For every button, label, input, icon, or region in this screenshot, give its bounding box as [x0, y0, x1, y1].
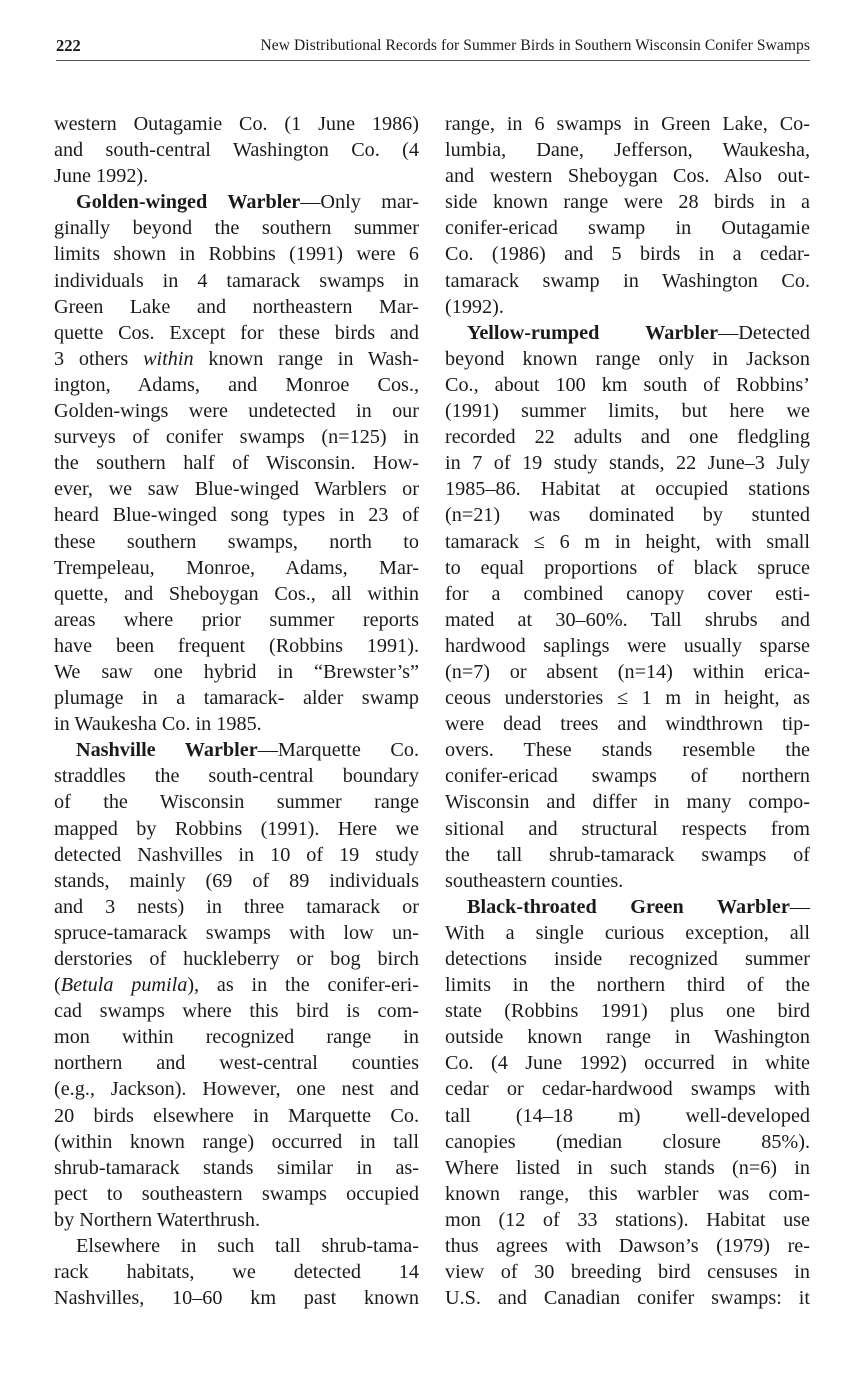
line-text: We saw one hybrid in “Brewster’s” [54, 660, 419, 683]
text-line [54, 1181, 419, 1207]
line-text: conifer-ericad swamp in Outagamie [445, 217, 810, 240]
line-text: mon (12 of 33 stations). Habitat use [445, 1208, 810, 1231]
line-text: known range, this warbler was com- [445, 1182, 810, 1205]
line-text: to equal proportions of black spruce [445, 556, 810, 579]
text-line [54, 1233, 419, 1259]
line-text: cedar or cedar-hardwood swamps with [445, 1078, 810, 1101]
line-text: and south-central Washington Co. (4 [54, 139, 419, 162]
line-text: ginally beyond the southern summer [54, 217, 419, 240]
line-text: Where listed in such stands (n=6) in [445, 1156, 810, 1179]
text-line [54, 450, 419, 476]
text-line [445, 972, 810, 998]
page-number: 222 [56, 36, 81, 55]
line-text: and western Sheboygan Cos. Also out- [445, 165, 810, 188]
species-heading: Nashville Warbler [76, 739, 258, 762]
line-text: (n=21) was dominated by stunted [445, 504, 810, 527]
text-line [54, 268, 419, 294]
section-heading-line [54, 737, 419, 763]
line-text: (e.g., Jackson). However, one nest and [54, 1078, 419, 1101]
text-line [445, 1181, 810, 1207]
line-text: northern and west-central counties [54, 1052, 419, 1075]
line-text: western Outagamie Co. (1 June 1986) [54, 113, 419, 135]
text-line [54, 816, 419, 842]
text-line [445, 1129, 810, 1155]
line-text: detections inside recognized summer [445, 948, 810, 970]
text-line [54, 137, 419, 163]
line-text: overs. These stands resemble the [445, 739, 810, 762]
line-text: derstories of huckleberry or bog birch [54, 948, 419, 970]
text-line [445, 581, 810, 607]
line-text: June 1992). [54, 165, 149, 188]
line-text: tall (14–18 m) well-developed [445, 1104, 810, 1127]
line-text: mated at 30–60%. Tall shrubs and [445, 608, 810, 631]
line-text: areas where prior summer reports [54, 608, 419, 631]
text-line [54, 972, 419, 998]
line-text: state (Robbins 1991) plus one bird [445, 1000, 810, 1023]
line-text: —Detected [718, 321, 810, 344]
text-line [445, 1155, 810, 1181]
text-line [445, 1285, 810, 1311]
line-text: cad swamps where this bird is com- [54, 1000, 419, 1023]
text-line [54, 607, 419, 633]
line-text: recorded 22 adults and one fledgling [445, 426, 810, 449]
line-text: of the Wisconsin summer range [54, 791, 419, 814]
text-line [445, 763, 810, 789]
line-text: ington, Adams, and Monroe Cos., [54, 373, 419, 396]
text-line [445, 737, 810, 763]
line-text: heard Blue-winged song types in 23 of [54, 504, 419, 527]
line-text: (n=7) or absent (n=14) within erica- [445, 660, 810, 683]
line-text: for a combined canopy cover esti- [445, 582, 810, 605]
line-text: —Marquette Co. [257, 739, 419, 762]
italic-text: Betula pumila [60, 974, 188, 997]
section-heading-line [54, 189, 419, 215]
line-text: quette, and Sheboygan Cos., all within [54, 582, 419, 605]
line-text: mapped by Robbins (1991). Here we [54, 817, 419, 840]
text-line [445, 268, 810, 294]
line-text: plumage in a tamarack- alder swamp [54, 687, 419, 710]
text-line [54, 659, 419, 685]
text-line [445, 189, 810, 215]
line-text: limits shown in Robbins (1991) were 6 [54, 243, 419, 266]
line-text: side known range were 28 birds in a [445, 191, 810, 214]
line-text: in 7 of 19 study stands, 22 June–3 July [445, 452, 810, 475]
text-line [54, 241, 419, 267]
text-line [445, 1024, 810, 1050]
text-line [445, 215, 810, 241]
line-text: (1992). [445, 295, 504, 318]
text-line [54, 372, 419, 398]
text-line [445, 607, 810, 633]
text-line [54, 424, 419, 450]
line-text: beyond known range only in Jackson [445, 347, 810, 370]
line-text: 3 others [54, 347, 144, 370]
text-line [445, 294, 810, 320]
text-line [445, 1259, 810, 1285]
text-line [54, 529, 419, 555]
running-header [56, 34, 810, 61]
species-heading: Yellow-rumped Warbler [467, 321, 719, 344]
text-line [54, 685, 419, 711]
line-text: ceous understories ≤ 1 m in height, as [445, 687, 810, 710]
text-line [445, 633, 810, 659]
text-line [445, 137, 810, 163]
line-text: Nashvilles, 10–60 km past known [54, 1287, 419, 1310]
line-text: — [789, 895, 810, 918]
text-line [54, 998, 419, 1024]
text-line [54, 920, 419, 946]
text-line [54, 398, 419, 424]
text-line [54, 1076, 419, 1102]
section-heading-line [445, 320, 810, 346]
text-line [445, 555, 810, 581]
text-line [54, 789, 419, 815]
text-line [54, 111, 419, 137]
text-line [445, 659, 810, 685]
line-text: (within known range) occurred in tall [54, 1130, 419, 1153]
line-text: tamarack swamp in Washington Co. [445, 269, 810, 292]
text-line [445, 1076, 810, 1102]
text-line [54, 1155, 419, 1181]
line-text-continued: ), as in the conifer-eri- [187, 974, 419, 997]
text-line [445, 476, 810, 502]
text-line [54, 215, 419, 241]
text-line [54, 633, 419, 659]
text-line [445, 816, 810, 842]
line-text: tamarack ≤ 6 m in height, with small [445, 530, 810, 553]
text-line [445, 163, 810, 189]
text-line [445, 920, 810, 946]
line-text: stands, mainly (69 of 89 individuals [54, 869, 419, 892]
text-line [445, 685, 810, 711]
text-line [54, 1050, 419, 1076]
species-heading: Black-throated Green Warbler [467, 895, 790, 918]
text-line [54, 555, 419, 581]
text-line [54, 711, 419, 737]
line-text: outside known range in Washington [445, 1026, 810, 1049]
text-line [54, 894, 419, 920]
text-line [445, 1050, 810, 1076]
text-line [445, 1207, 810, 1233]
line-text: these southern swamps, north to [54, 530, 419, 553]
line-text: pect to southeastern swamps occupied [54, 1182, 419, 1205]
text-line [54, 1129, 419, 1155]
text-line [54, 1103, 419, 1129]
line-text: (1991) summer limits, but here we [445, 400, 810, 423]
line-text: Green Lake and northeastern Mar- [54, 295, 419, 318]
line-text: have been frequent (Robbins 1991). [54, 634, 419, 657]
italic-text: within [143, 347, 194, 370]
text-line [54, 842, 419, 868]
text-line [54, 581, 419, 607]
line-text: the tall shrub-tamarack swamps of [445, 843, 810, 866]
text-line [445, 789, 810, 815]
line-text: detected Nashvilles in 10 of 19 study [54, 843, 419, 866]
line-text: —Only mar- [300, 191, 419, 214]
text-line [445, 111, 810, 137]
line-text: hardwood saplings were usually sparse [445, 634, 810, 657]
line-text: rack habitats, we detected 14 [54, 1261, 419, 1284]
left-text-column [54, 111, 419, 1311]
running-head-title: New Distributional Records for Summer Birds in Southern Wisconsin Conifer Swamps [260, 37, 810, 54]
line-text: Co. (4 June 1992) occurred in white [445, 1052, 810, 1075]
line-text: Co. (1986) and 5 birds in a cedar- [445, 243, 810, 266]
text-line [445, 372, 810, 398]
line-text: thus agrees with Dawson’s (1979) re- [445, 1235, 810, 1258]
text-line [54, 946, 419, 972]
text-line [445, 842, 810, 868]
text-line [445, 1103, 810, 1129]
text-line [54, 1285, 419, 1311]
text-line [445, 1233, 810, 1259]
line-text: ( [54, 974, 61, 997]
line-text: individuals in 4 tamarack swamps in [54, 269, 419, 292]
text-line [54, 163, 419, 189]
line-text: quette Cos. Except for these birds and [54, 321, 419, 344]
line-text: in Waukesha Co. in 1985. [54, 713, 262, 736]
line-text: canopies (median closure 85%). [445, 1130, 810, 1153]
line-text: 1985–86. Habitat at occupied stations [445, 478, 810, 501]
line-text: shrub-tamarack stands similar in as- [54, 1156, 419, 1179]
line-text: Elsewhere in such tall shrub-tama- [76, 1235, 419, 1258]
text-line [445, 502, 810, 528]
right-text-column [445, 111, 810, 1311]
text-line [445, 711, 810, 737]
line-text: Wisconsin and differ in many compo- [445, 791, 810, 814]
text-line [445, 241, 810, 267]
text-line [54, 320, 419, 346]
line-text: sitional and structural respects from [445, 817, 810, 840]
line-text: the southern half of Wisconsin. How- [54, 452, 419, 475]
text-line [54, 346, 419, 372]
line-text: 20 birds elsewhere in Marquette Co. [54, 1104, 419, 1127]
line-text: straddles the south-central boundary [54, 765, 419, 788]
text-line [445, 398, 810, 424]
species-heading: Golden-winged Warbler [76, 191, 301, 214]
line-text: With a single curious exception, all [445, 921, 810, 944]
line-text: by Northern Waterthrush. [54, 1208, 260, 1231]
line-text: surveys of conifer swamps (n=125) in [54, 426, 419, 449]
line-text: limits in the northern third of the [445, 974, 810, 997]
line-text: conifer-ericad swamps of northern [445, 765, 810, 788]
text-line [54, 502, 419, 528]
text-line [54, 1259, 419, 1285]
section-heading-line [445, 894, 810, 920]
line-text-continued: known range in Wash- [193, 347, 419, 370]
line-text: mon within recognized range in [54, 1026, 419, 1049]
line-text: spruce-tamarack swamps with low un- [54, 921, 419, 944]
text-line [445, 346, 810, 372]
text-line [54, 763, 419, 789]
text-line [445, 450, 810, 476]
line-text: range, in 6 swamps in Green Lake, Co- [445, 113, 810, 135]
line-text: ever, we saw Blue-winged Warblers or [54, 478, 419, 501]
line-text: lumbia, Dane, Jefferson, Waukesha, [445, 139, 810, 162]
line-text: Trempeleau, Monroe, Adams, Mar- [54, 556, 419, 579]
line-text: Co., about 100 km south of Robbins’ [445, 373, 810, 396]
text-line [445, 868, 810, 894]
line-text: were dead trees and windthrown tip- [445, 713, 810, 736]
text-line [445, 998, 810, 1024]
line-text: southeastern counties. [445, 869, 624, 892]
text-line [54, 294, 419, 320]
line-text: and 3 nests) in three tamarack or [54, 895, 419, 918]
text-line [445, 946, 810, 972]
text-line [445, 424, 810, 450]
line-text: view of 30 breeding bird censuses in [445, 1261, 810, 1284]
line-text: U.S. and Canadian conifer swamps: it [445, 1287, 810, 1310]
text-line [54, 476, 419, 502]
text-line [445, 529, 810, 555]
text-line [54, 1024, 419, 1050]
text-line [54, 868, 419, 894]
line-text: Golden-wings were undetected in our [54, 400, 419, 423]
text-line [54, 1207, 419, 1233]
